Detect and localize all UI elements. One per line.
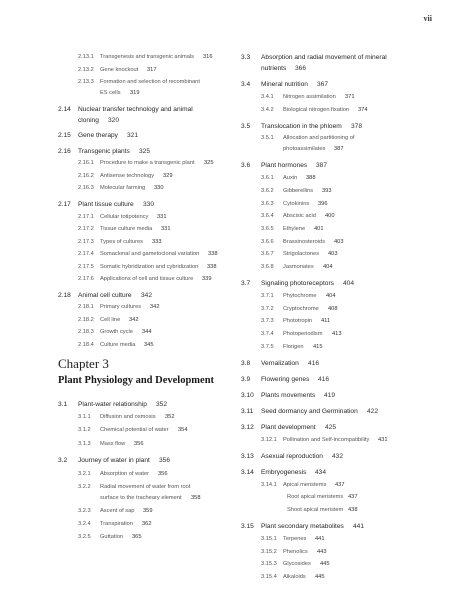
toc-entry-number: 3.15.3 xyxy=(261,561,277,568)
toc-entry-title: Brassinosteroids xyxy=(283,238,326,245)
toc-entry-page: 387 xyxy=(334,146,344,153)
toc-entry-title: Cellular totipotency xyxy=(100,213,149,220)
toc-entry-page: 329 xyxy=(163,172,173,179)
toc-entry-title: Mass flow xyxy=(100,440,126,447)
toc-entry-page: 419 xyxy=(324,391,336,399)
toc-entry-number: 3.1.2 xyxy=(78,427,91,434)
toc-entry-page: 338 xyxy=(207,263,217,270)
toc-entry-title: Terpenes xyxy=(283,535,307,542)
toc-entry-page: 352 xyxy=(156,401,168,408)
toc-entry-title-continued: cloning xyxy=(78,116,99,124)
toc-entry-title: Somatic hybridization and cybridization xyxy=(100,263,199,270)
toc-entry-page: 366 xyxy=(295,65,307,72)
toc-entry-title: Transgenesis and transgenic animals xyxy=(100,54,194,60)
chapter-label: Chapter 3 xyxy=(58,356,109,371)
toc-entry-title: Formation and selection of recombinant xyxy=(100,79,200,86)
toc-entry-title: Transgenic plants xyxy=(78,147,130,155)
toc-entry-number: 3.2.1 xyxy=(78,470,91,477)
toc-entry-page: 356 xyxy=(134,440,144,447)
toc-entry-title: Antisense technology xyxy=(100,172,155,179)
toc-entry-title: Procedure to make a transgenic plant xyxy=(100,160,195,167)
toc-entry-page: 378 xyxy=(351,122,363,130)
toc-entry-number: 3.7.1 xyxy=(261,292,274,299)
toc-entry-page: 441 xyxy=(353,523,365,531)
toc-entry-page: 416 xyxy=(308,359,320,367)
toc-entry-page: 371 xyxy=(345,93,355,100)
toc-entry-number: 3.1 xyxy=(58,401,68,408)
toc-entry-title: Nuclear transfer technology and animal xyxy=(78,105,193,113)
toc-entry-title: Flowering genes xyxy=(261,375,310,383)
toc-entry-title: Somaclonal and gametoclonal variation xyxy=(100,251,200,258)
toc-entry-page: 325 xyxy=(139,147,151,155)
toc-entry-title-continued: surface to the tracheary element xyxy=(100,494,182,501)
toc-entry-number: 3.2 xyxy=(58,457,68,465)
toc-entry-page: 338 xyxy=(208,251,218,258)
toc-entry-number: 2.18.2 xyxy=(78,316,94,323)
toc-entry-number: 2.18.4 xyxy=(78,342,94,348)
toc-entry-page: 393 xyxy=(322,187,332,194)
toc-entry-title-continued: nutrients xyxy=(261,65,287,72)
toc-entry-title: Florigen xyxy=(283,343,304,350)
toc-entry-title: Photoperiodism xyxy=(283,330,323,337)
toc-entry-page: 443 xyxy=(317,548,327,555)
toc-entry-number: 2.17.2 xyxy=(78,226,94,233)
toc-entry-number: 3.15.4 xyxy=(261,574,277,580)
toc-entry-title: Plant development xyxy=(261,424,316,432)
toc-entry-title: Alkaloids xyxy=(283,574,306,580)
toc-entry-number: 3.14 xyxy=(241,469,254,476)
toc-entry-number: 3.14.1 xyxy=(261,481,277,488)
toc-entry-page: 404 xyxy=(326,292,336,299)
toc-entry-number: 3.2.2 xyxy=(78,483,91,490)
toc-entry-title: Plant hormones xyxy=(261,162,308,170)
toc-entry-number: 3.6.4 xyxy=(261,213,274,220)
toc-entry-number: 2.14 xyxy=(58,105,71,113)
toc-entry-number: 3.6.2 xyxy=(261,187,274,194)
toc-entry-number: 3.3 xyxy=(241,54,251,61)
toc-entry-number: 3.7.2 xyxy=(261,305,274,312)
toc-entry-title: Cryptochrome xyxy=(283,305,319,312)
toc-entry-page: 352 xyxy=(165,414,175,421)
toc-entry-title: Cytokinins xyxy=(283,200,310,207)
toc-entry-page: 422 xyxy=(367,408,379,415)
toc-entry-number: 3.4.1 xyxy=(261,93,274,100)
toc-entry-number: 3.11 xyxy=(241,408,254,415)
toc-entry-page: 400 xyxy=(325,213,335,220)
page-number: vii xyxy=(423,14,432,23)
toc-entry-number: 2.17.6 xyxy=(78,276,94,283)
toc-entry-title: Auxin xyxy=(283,175,298,182)
toc-entry-page: 342 xyxy=(150,304,160,311)
toc-entry-page: 445 xyxy=(320,561,330,568)
toc-entry-title-continued: ES cells xyxy=(100,90,121,97)
toc-entry-title: Molecular farming xyxy=(100,185,146,192)
toc-entry-title: Radial movement of water from root xyxy=(100,483,191,490)
toc-entry-number: 3.1.1 xyxy=(78,414,91,421)
toc-entry-page: 344 xyxy=(142,329,152,336)
toc-entry-number: 2.18 xyxy=(58,291,71,299)
toc-entry-number: 3.8 xyxy=(241,359,251,367)
toc-entry-number: 3.12 xyxy=(241,424,254,432)
toc-entry-number: 3.5 xyxy=(241,122,251,130)
toc-entry-number: 2.13.1 xyxy=(78,54,94,60)
toc-entry-title: Apical meristems xyxy=(283,481,327,488)
toc-entry-number: 3.6.5 xyxy=(261,225,274,232)
toc-entry-page: 333 xyxy=(152,238,162,245)
toc-entry-title: Plant secondary metabolites xyxy=(261,523,344,531)
toc-entry-page: 413 xyxy=(332,330,342,337)
toc-entry-title: Diffusion and osmosis xyxy=(100,414,156,421)
toc-entry-number: 2.17.3 xyxy=(78,238,94,245)
toc-entry-page: 387 xyxy=(316,162,328,170)
chapter-title: Plant Physiology and Development xyxy=(58,375,215,386)
toc-entry-title: Allocation and partitioning of xyxy=(283,135,355,142)
toc-entry-number: 3.6.8 xyxy=(261,264,274,270)
toc-entry-title-continued: photoassimilates xyxy=(283,146,326,153)
toc-entry-title: Chemical potential of water xyxy=(100,427,169,434)
toc-entry-number: 3.4.2 xyxy=(261,106,274,113)
toc-entry-number: 3.15 xyxy=(241,523,254,531)
toc-entry-page: 321 xyxy=(127,132,139,140)
toc-entry-number: 2.18.3 xyxy=(78,329,94,336)
toc-entry-title: Shoot apical meristem xyxy=(287,507,344,514)
toc-entry-title: Gibberellins xyxy=(283,187,314,194)
toc-entry-number: 3.9 xyxy=(241,375,251,383)
toc-entry-page: 401 xyxy=(314,225,324,232)
toc-entry-title: Glycosides xyxy=(283,561,311,568)
toc-entry-number: 2.13.3 xyxy=(78,79,94,86)
toc-entry-title: Biological nitrogen fixation xyxy=(283,106,350,113)
toc-entry-page: 362 xyxy=(142,521,152,528)
toc-entry-number: 3.7.5 xyxy=(261,343,274,350)
toc-entry-page: 437 xyxy=(348,494,358,501)
toc-entry-title: Pollination and Self-incompatibility xyxy=(283,436,370,443)
toc-entry-title: Applications of cell and tissue culture xyxy=(100,276,194,283)
toc-entry-page: 358 xyxy=(191,494,201,501)
toc-entry-number: 2.17 xyxy=(58,200,71,208)
toc-entry-number: 3.6.7 xyxy=(261,251,274,258)
toc-entry-title: Cell line xyxy=(100,316,121,323)
toc-entry-page: 404 xyxy=(343,280,355,288)
toc-entry-number: 3.2.3 xyxy=(78,507,91,514)
toc-entry-number: 3.2.5 xyxy=(78,534,91,541)
toc-entry-number: 2.17.5 xyxy=(78,263,94,270)
toc-entry-title: Transpiration xyxy=(100,521,133,528)
toc-entry-page: 441 xyxy=(315,535,325,542)
toc-entry-page: 408 xyxy=(328,305,338,312)
toc-entry-title: Plant-water relationship xyxy=(78,401,147,408)
toc-entry-page: 330 xyxy=(154,185,164,192)
toc-entry-page: 331 xyxy=(161,226,171,233)
toc-entry-title: Strigolactones xyxy=(283,251,320,258)
toc-entry-title: Gene knockout xyxy=(100,66,139,73)
toc-entry-number: 3.6.3 xyxy=(261,200,274,207)
toc-entry-title: Tissue culture media xyxy=(100,226,153,233)
toc-entry-page: 432 xyxy=(332,452,344,460)
toc-entry-title: Gene therapy xyxy=(78,132,118,140)
toc-entry-page: 434 xyxy=(315,469,327,476)
toc-entry-title: Phenolics xyxy=(283,548,308,555)
toc-entry-page: 396 xyxy=(318,200,328,207)
toc-entry-page: 416 xyxy=(318,375,330,383)
toc-entry-page: 320 xyxy=(108,116,120,124)
toc-entry-title: Absorption of water xyxy=(100,470,150,477)
toc-entry-page: 374 xyxy=(358,106,368,113)
toc-entry-page: 325 xyxy=(204,160,214,167)
toc-entry-number: 3.6.1 xyxy=(261,175,274,182)
toc-entry-number: 2.17.1 xyxy=(78,213,94,220)
toc-entry-title: Animal cell culture xyxy=(78,291,132,299)
toc-entry-number: 3.15.1 xyxy=(261,535,277,542)
toc-entry-title: Types of cultures xyxy=(100,238,143,245)
toc-entry-number: 3.7 xyxy=(241,280,251,288)
toc-entry-title: Growth cycle xyxy=(100,329,133,336)
toc-entry-title: Seed dormancy and Germination xyxy=(261,408,358,415)
toc-entry-page: 354 xyxy=(178,427,188,434)
toc-entry-title: Primary cultures xyxy=(100,304,142,311)
toc-entry-title: Phototropin xyxy=(283,318,313,325)
toc-entry-number: 2.16 xyxy=(58,147,71,155)
toc-entry-page: 356 xyxy=(159,457,171,465)
toc-entry-page: 388 xyxy=(306,175,316,182)
toc-entry-page: 331 xyxy=(157,213,167,220)
toc-entry-title: Abscisic acid xyxy=(283,213,316,220)
toc-entry-page: 437 xyxy=(335,481,345,488)
toc-entry-title: Ascent of sap xyxy=(100,507,135,514)
toc-entry-number: 3.7.4 xyxy=(261,330,274,337)
toc-entry-number: 3.12.1 xyxy=(261,436,277,443)
toc-entry-number: 3.13 xyxy=(241,452,254,460)
toc-entry-page: 342 xyxy=(129,316,139,323)
toc-entry-number: 3.4 xyxy=(241,81,251,89)
toc-entry-number: 3.2.4 xyxy=(78,521,91,528)
toc-entry-page: 316 xyxy=(203,54,213,60)
toc-entry-title: Root apical meristems xyxy=(287,494,344,501)
toc-entry-number: 2.16.2 xyxy=(78,172,94,179)
toc-entry-page: 317 xyxy=(147,66,157,73)
toc-entry-page: 438 xyxy=(348,507,358,514)
toc-entry-title: Jasmonates xyxy=(283,264,314,270)
toc-entry-page: 431 xyxy=(378,436,388,443)
toc-entry-title: Absorption and radial movement of mineral xyxy=(261,54,387,61)
toc-entry-number: 3.5.1 xyxy=(261,135,274,142)
toc-entry-title: Plants movements xyxy=(261,391,316,399)
toc-entry-page: 425 xyxy=(325,424,337,432)
toc-entry-page: 345 xyxy=(144,342,154,348)
toc-entry-number: 3.6 xyxy=(241,162,251,170)
toc-entry-number: 3.1.3 xyxy=(78,440,91,447)
toc-entry-page: 359 xyxy=(143,507,153,514)
toc-entry-title: Nitrogen assimilation xyxy=(283,93,336,100)
toc-entry-number: 3.7.3 xyxy=(261,318,274,325)
toc-entry-title: Embryogenesis xyxy=(261,469,307,476)
toc-entry-title: Translocation in the phloem xyxy=(261,122,342,130)
toc-entry-page: 445 xyxy=(315,574,325,580)
toc-entry-title: Plant tissue culture xyxy=(78,200,134,208)
toc-entry-page: 403 xyxy=(328,251,338,258)
toc-entry-page: 404 xyxy=(323,264,333,270)
toc-entry-title: Culture media xyxy=(100,342,136,348)
toc-entry-title: Vernalization xyxy=(261,359,299,367)
toc-entry-title: Asexual reproduction xyxy=(261,452,323,460)
toc-entry-number: 2.17.4 xyxy=(78,251,94,258)
toc-entry-page: 339 xyxy=(202,276,212,283)
toc-entry-title: Phytochrome xyxy=(283,292,317,299)
toc-entry-number: 3.10 xyxy=(241,391,254,399)
toc-entry-page: 330 xyxy=(143,200,155,208)
toc-entry-number: 2.18.1 xyxy=(78,304,94,311)
toc-entry-number: 2.13.2 xyxy=(78,66,94,73)
toc-entry-page: 415 xyxy=(313,343,323,350)
toc-entry-number: 3.6.6 xyxy=(261,238,274,245)
toc-entry-number: 2.16.1 xyxy=(78,160,94,167)
toc-entry-page: 411 xyxy=(321,318,331,325)
toc-entry-title: Guttation xyxy=(100,534,124,541)
toc-entry-page: 342 xyxy=(141,291,153,299)
toc-entry-title: Mineral nutrition xyxy=(261,81,308,89)
toc-entry-number: 3.15.2 xyxy=(261,548,277,555)
toc-entry-number: 2.15 xyxy=(58,132,71,140)
toc-entry-page: 403 xyxy=(334,238,344,245)
toc-entry-page: 365 xyxy=(132,534,142,541)
toc-entry-page: 319 xyxy=(130,90,140,97)
toc-entry-page: 367 xyxy=(317,81,329,89)
toc-entry-page: 356 xyxy=(158,470,168,477)
toc-entry-title: Journey of water in plant xyxy=(78,457,150,465)
toc-entry-title: Ethylene xyxy=(283,225,306,232)
toc-entry-number: 2.16.3 xyxy=(78,185,94,192)
toc-entry-title: Signaling photoreceptors xyxy=(261,280,334,288)
